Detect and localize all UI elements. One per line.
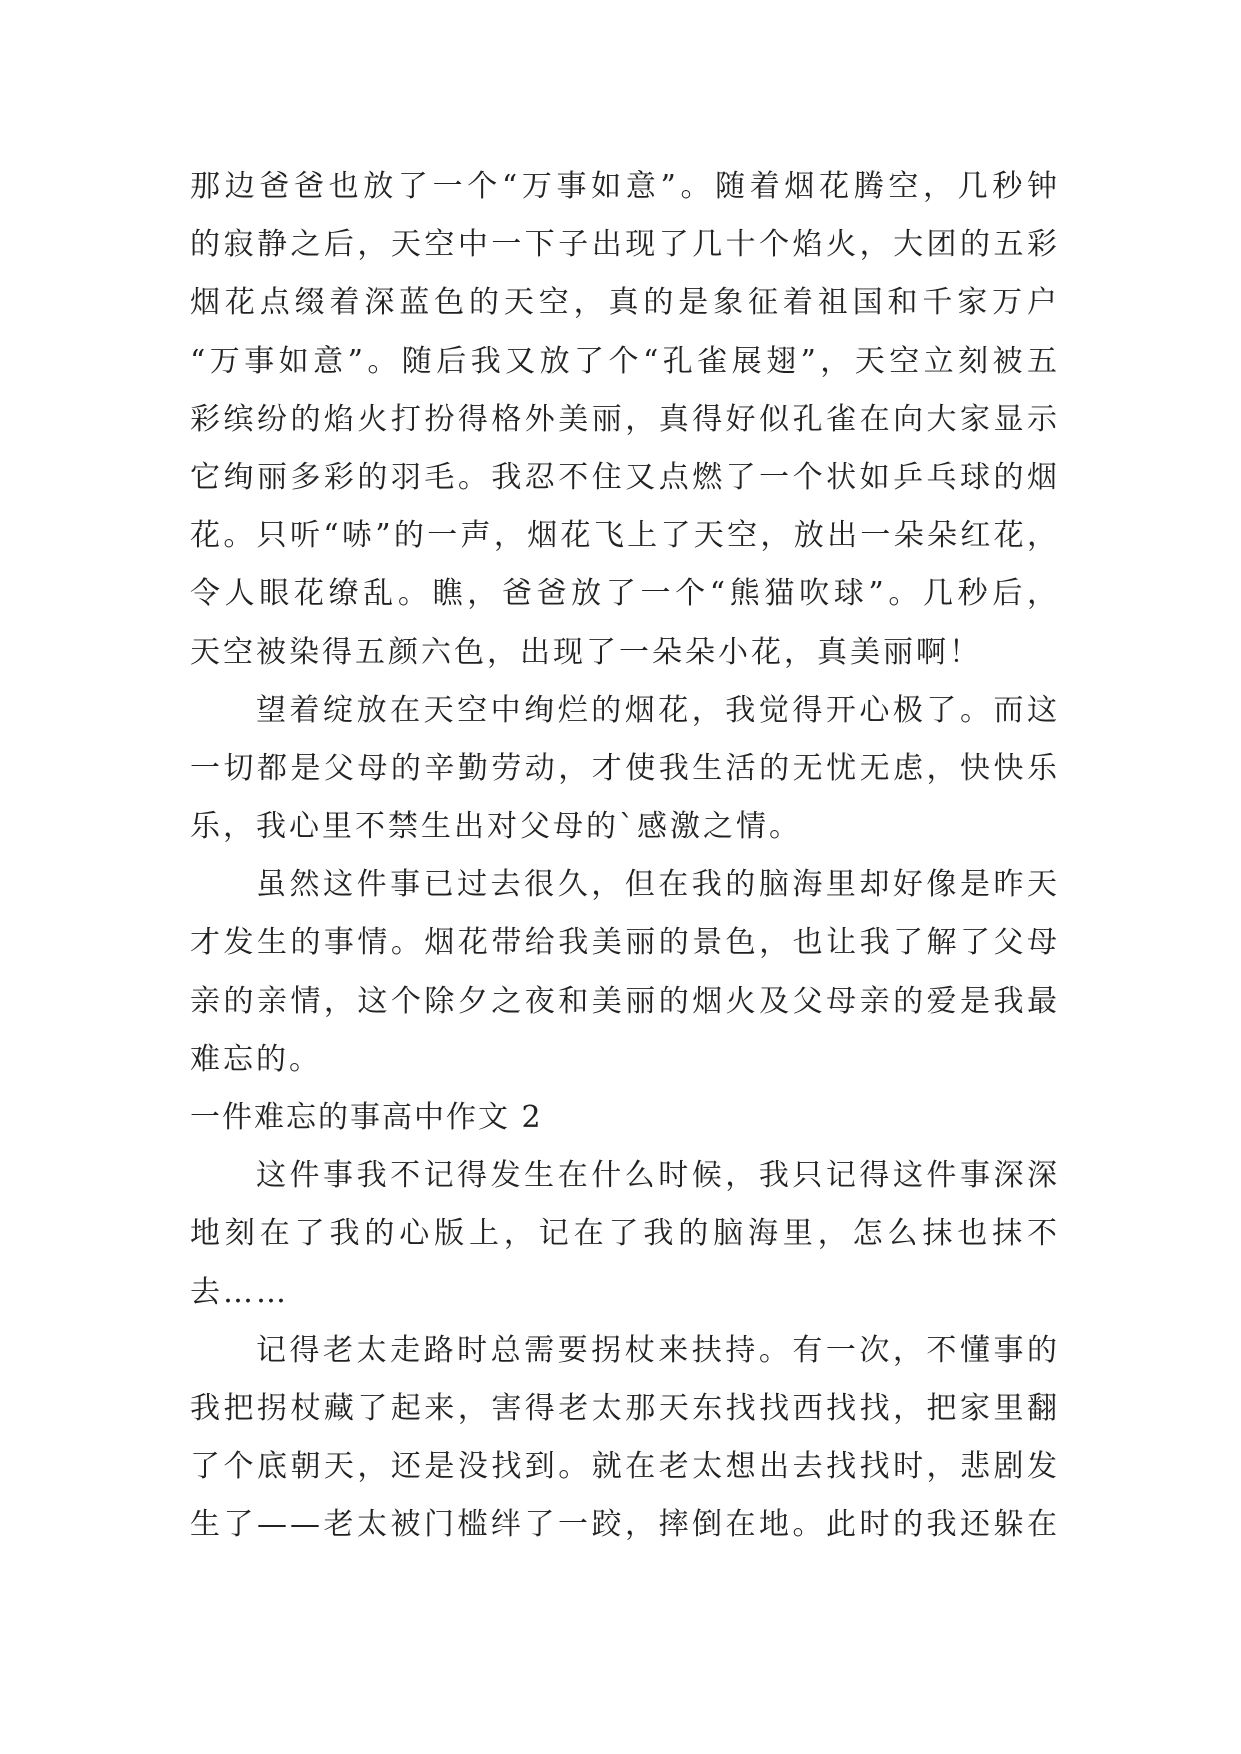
text-line: 记得老太走路时总需要拐杖来扶持。有一次，不懂事的: [256, 1332, 1060, 1368]
text-line: 那边爸爸也放了一个“万事如意”。随着烟花腾空，几秒钟: [190, 169, 1060, 204]
paragraph-4: [190, 1147, 1060, 1322]
text-line: 生了——老太被门槛绊了一跤，摔倒在地。此时的我还躲在: [190, 1507, 1060, 1543]
text-line: 令人眼花缭乱。瞧，爸爸放了一个“熊猫吹球”。几秒后，: [190, 576, 1060, 612]
section-heading: [190, 1089, 1060, 1147]
text-line: 它绚丽多彩的羽毛。我忍不住又点燃了一个状如乒乓球的烟: [190, 459, 1060, 495]
text-line: 我把拐杖藏了起来，害得老太那天东找找西找找，把家里翻: [190, 1390, 1060, 1426]
text-line: 一切都是父母的辛勤劳动，才使我生活的无忧无虑，快快乐: [190, 750, 1060, 786]
paragraph-1: [190, 158, 1060, 682]
text-line: 这件事我不记得发生在什么时候，我只记得这件事深深: [256, 1158, 1060, 1194]
text-line: 亲的亲情，这个除夕之夜和美丽的烟火及父母亲的爱是我最: [190, 983, 1060, 1019]
heading-line: 一件难忘的事高中作文 2: [190, 1100, 543, 1135]
paragraph-5: [190, 1322, 1060, 1555]
text-line: 才发生的事情。烟花带给我美丽的景色，也让我了解了父母: [190, 925, 1060, 961]
text-line: 虽然这件事已过去很久，但在我的脑海里却好像是昨天: [256, 867, 1060, 903]
text-line: 乐，我心里不禁生出对父母的`感激之情。: [190, 809, 802, 845]
text-line: 天空被染得五颜六色，出现了一朵朵小花，真美丽啊！: [190, 634, 982, 670]
text-line: 地刻在了我的心版上，记在了我的脑海里，怎么抹也抹不: [190, 1216, 1060, 1252]
text-line: 难忘的。: [190, 1041, 322, 1077]
text-line: 花。只听“哧”的一声，烟花飞上了天空，放出一朵朵红花，: [190, 518, 1060, 554]
text-line: 望着绽放在天空中绚烂的烟花，我觉得开心极了。而这: [256, 692, 1060, 728]
document-body: [190, 158, 1060, 1555]
text-line: “万事如意”。随后我又放了个“孔雀展翅”，天空立刻被五: [190, 343, 1060, 379]
text-line: 的寂静之后，天空中一下子出现了几十个焰火，大团的五彩: [190, 227, 1060, 263]
text-line: 去……: [190, 1274, 289, 1310]
paragraph-2: [190, 682, 1060, 857]
text-line: 烟花点缀着深蓝色的天空，真的是象征着祖国和千家万户: [190, 285, 1060, 321]
text-line: 彩缤纷的焰火打扮得格外美丽，真得好似孔雀在向大家显示: [190, 401, 1060, 437]
paragraph-3: [190, 856, 1060, 1089]
text-line: 了个底朝天，还是没找到。就在老太想出去找找时，悲剧发: [190, 1449, 1060, 1485]
